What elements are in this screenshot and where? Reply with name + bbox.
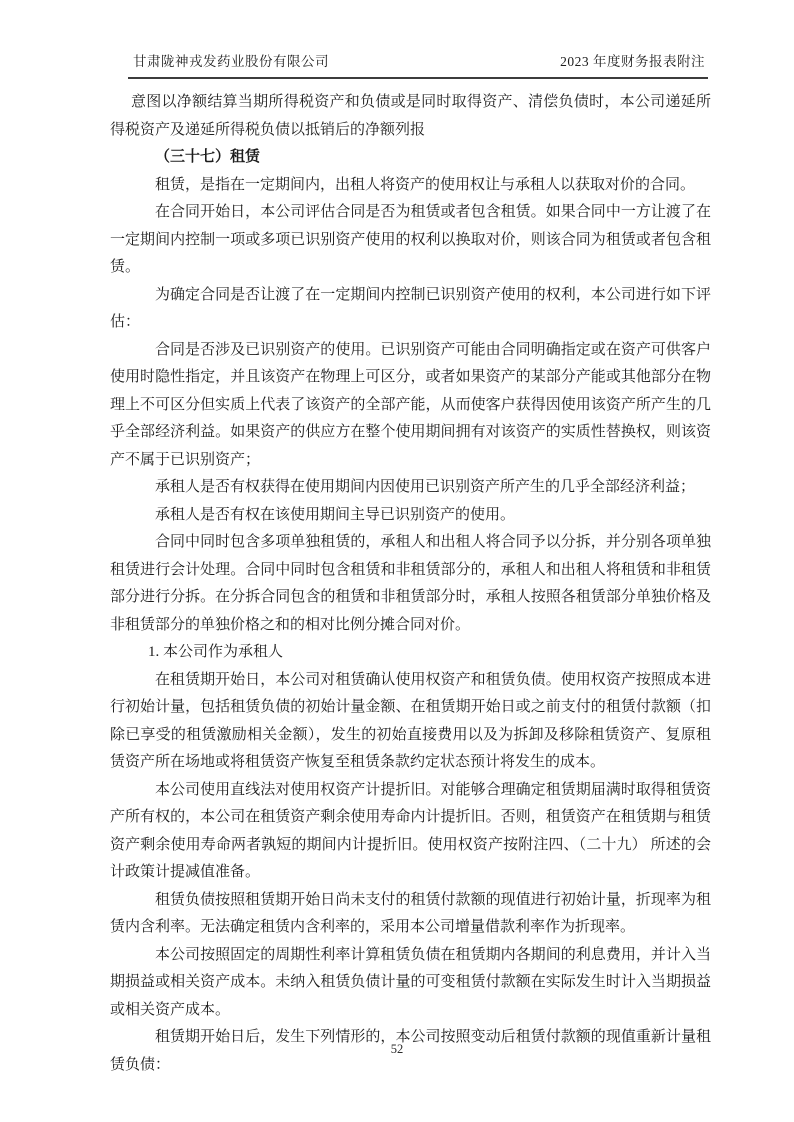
paragraph: 承租人是否有权在该使用期间主导已识别资产的使用。	[155, 506, 516, 523]
header-company-name: 甘肃陇神戎发药业股份有限公司	[133, 54, 329, 69]
paragraph: 在合同开始日，本公司评估合同是否为租赁或者包含租赁。如果合同中一方让渡了在一定期间内控制一项或多项已识别资产使用的权利以换取对价，则该合同为租赁或者包含租赁。	[110, 204, 711, 275]
paragraph: 合同是否涉及已识别资产的使用。已识别资产可能由合同明确指定或在资产可供客户使用时隐性指定，并且该资产在物理上可区分，或者如果资产的某部分产能或其他部分在物理上不可区分但实质上代表了该资产的全部产能，从而使客户获得因使用该资产所产生的几乎全部经济利益。如果资产的供应方在整个使用期间拥有对该资产的实质性替换权，则该资产不属于已识别资产；	[110, 341, 711, 468]
section-heading-leases: （三十七）租赁	[155, 149, 261, 165]
paragraph: 承租人是否有权获得在使用期间内因使用已识别资产所产生的几乎全部经济利益；	[155, 479, 696, 495]
paragraph: 合同中同时包含多项单独租赁的，承租人和出租人将合同予以分拆，并分别各项单独租赁进行会计处理。合同中同时包含租赁和非租赁部分的，承租人和出租人将租赁和非租赁部分进行分拆。在分拆合同包含的租赁和非租赁部分时，承租人按照各租赁部分单独价格及非租赁部分的单独价格之和的相对比例分摊合同对价。	[110, 534, 711, 633]
paragraph: 本公司按照固定的周期性利率计算租赁负债在租赁期内各期间的利息费用，并计入当期损益或相关资产成本。未纳入租赁负债计量的可变租赁付款额在实际发生时计入当期损益或相关资产成本。	[110, 946, 711, 1018]
page-number: 52	[390, 1042, 404, 1056]
header-document-title: 2023 年度财务报表附注	[560, 54, 705, 69]
paragraph: 为确定合同是否让渡了在一定期间内控制已识别资产使用的权利，本公司进行如下评估：	[110, 286, 711, 330]
paragraph-continuation: 意图以净额结算当期所得税资产和负债或是同时取得资产、清偿负债时，本公司递延所得税资产及递延所得税负债以抵销后的净额列报	[110, 94, 711, 138]
paragraph: 租赁负债按照租赁期开始日尚未支付的租赁付款额的现值进行初始计量，折现率为租赁内含利率。无法确定租赁内含利率的，采用本公司增量借款利率作为折现率。	[110, 891, 711, 935]
page-header	[128, 50, 708, 79]
page-footer	[0, 1042, 794, 1057]
paragraph: 本公司使用直线法对使用权资产计提折旧。对能够合理确定租赁期届满时取得租赁资产所有权的，本公司在租赁资产剩余使用寿命内计提折旧。否则，租赁资产在租赁期与租赁资产剩余使用寿命两者孰短的期间内计提折旧。使用权资产按附注四、（二十九） 所述的会计政策计提减值准备。	[110, 781, 711, 880]
document-body	[110, 89, 711, 1079]
paragraph: 租赁期开始日后，发生下列情形的，本公司按照变动后租赁付款额的现值重新计量租赁负债：	[110, 1029, 711, 1073]
subsection-heading-lessee: 1. 本公司作为承租人	[148, 644, 284, 660]
paragraph: 在租赁期开始日，本公司对租赁确认使用权资产和租赁负债。使用权资产按照成本进行初始计量，包括租赁负债的初始计量金额、在租赁期开始日或之前支付的租赁付款额（扣除已享受的租赁激励相关金额），发生的初始直接费用以及为拆卸及移除租赁资产、复原租赁资产所在场地或将租赁资产恢复至租赁条款约定状态预计将发生的成本。	[110, 671, 711, 770]
paragraph: 租赁，是指在一定期间内，出租人将资产的使用权让与承租人以获取对价的合同。	[155, 176, 696, 193]
